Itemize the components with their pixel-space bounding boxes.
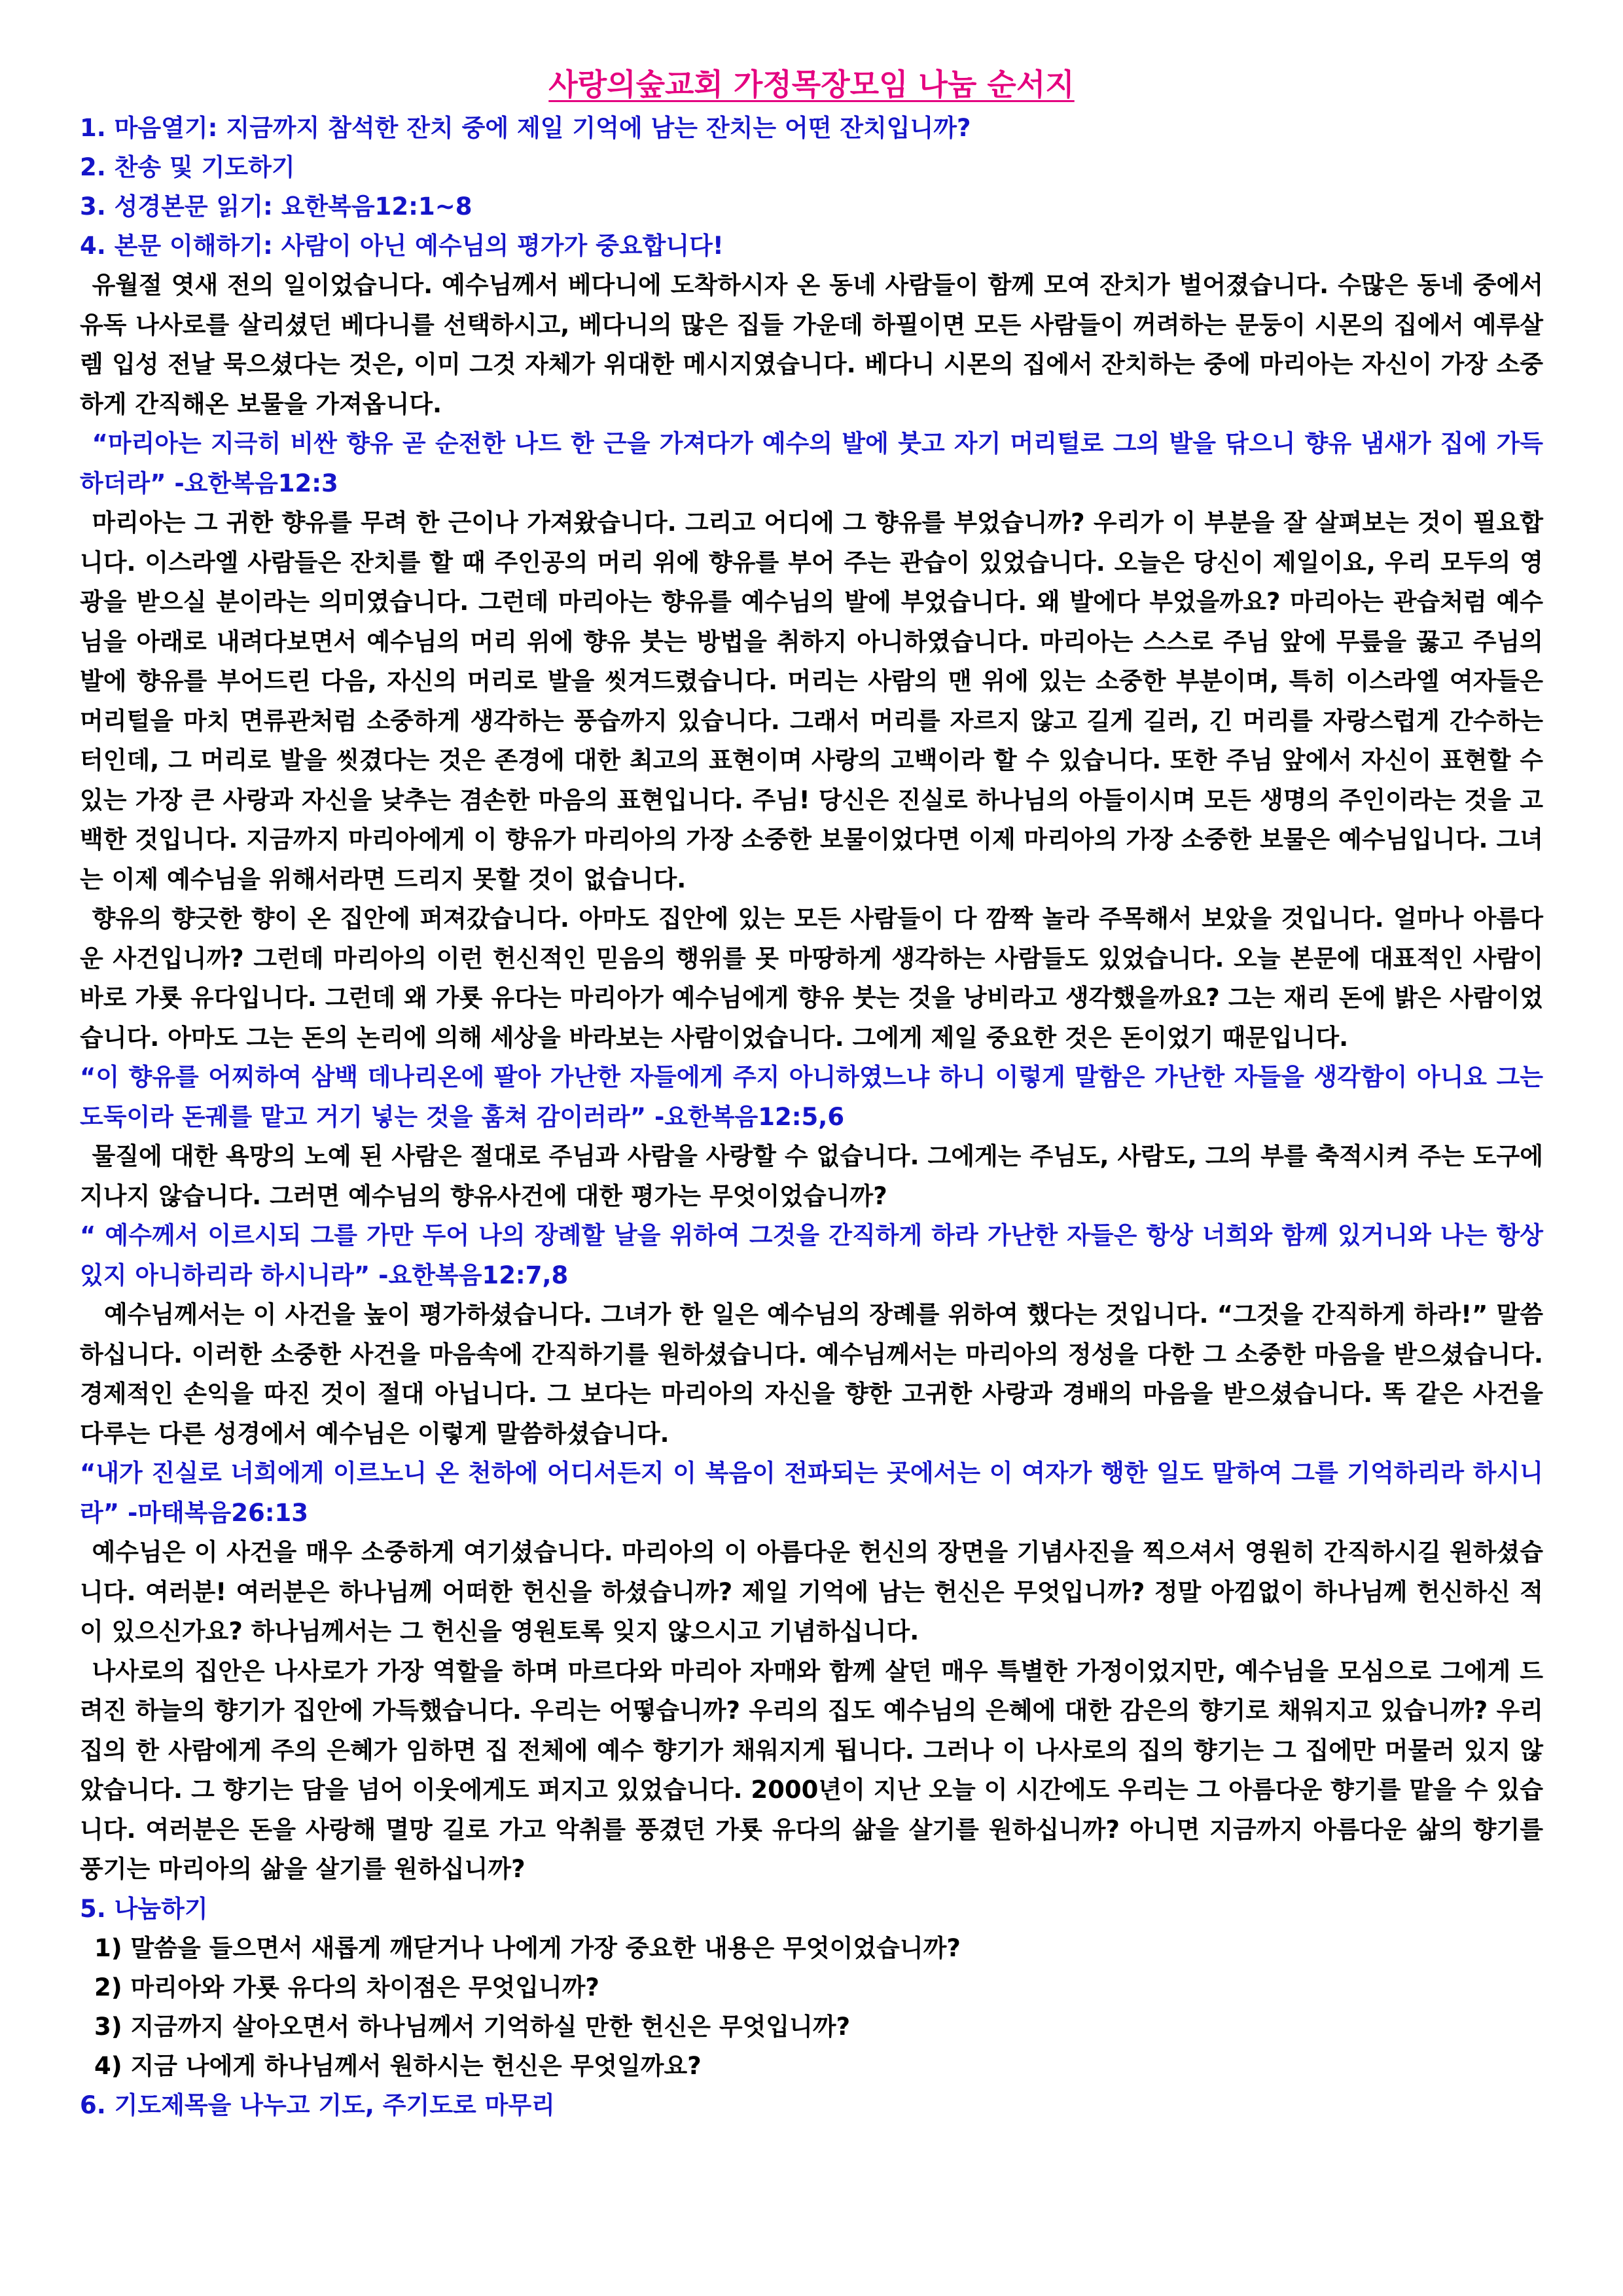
scripture-quote: “ 예수께서 이르시되 그를 가만 두어 나의 장례할 날을 위하여 그것을 간직하게 하라 가난한 자들은 항상 너희와 함께 있거니와 나는 항상 있지 아니하리라 하시니라” -요한복음12:7,8 (80, 1221, 1543, 1289)
document-title-text: 사랑의숲교회 가정목장모임 나눔 순서지 (548, 67, 1075, 102)
sharing-questions-list (80, 1929, 1543, 2086)
body-paragraph: 물질에 대한 욕망의 노예 된 사람은 절대로 주님과 사람을 사랑할 수 없습니다. 그에게는 주님도, 사람도, 그의 부를 축적시켜 주는 도구에 지나지 않습니다. 그러면 예수님의 향유사건에 대한 평가는 무엇이었습니까? (80, 1142, 1543, 1210)
sharing-question: 1) 말씀을 들으면서 새롭게 깨닫거나 나에게 가장 중요한 내용은 무엇이었습니까? (94, 1933, 961, 1962)
scripture-quote: “마리아는 지극히 비싼 향유 곧 순전한 나드 한 근을 가져다가 예수의 발에 붓고 자기 머리털로 그의 발을 닦으니 향유 냄새가 집에 가득하더라” -요한복음12:3 (80, 429, 1543, 497)
sharing-question: 3) 지금까지 살아오면서 하나님께서 기억하실 만한 헌신은 무엇입니까? (94, 2012, 851, 2041)
body-paragraph: 나사로의 집안은 나사로가 가장 역할을 하며 마르다와 마리아 자매와 함께 살던 매우 특별한 가정이었지만, 예수님을 모심으로 그에게 드려진 하늘의 향기가 집안에 가득했습니다. 우리는 어떻습니까? 우리의 집도 예수님의 은혜에 대한 감은의 향기로 채워지고 있습니까? 우리 집의 한 사람에게 주의 은혜가 임하면 집 전체에 예수 향기가 채워지게 됩니다. 그러나 이 나사로의 집의 향기는 그 집에만 머물러 있지 않았습니다. 그 향기는 담을 넘어 이웃에게도 퍼지고 있었습니다. 2000년이 지난 오늘 이 시간에도 우리는 그 아름다운 향기를 맡을 수 있습니다. 여러분은 돈을 사랑해 멸망 길로 가고 악취를 풍겼던 가룟 유다의 삶을 살기를 원하십니까? 아니면 지금까지 아름다운 삶의 향기를 풍기는 마리아의 삶을 살기를 원하십니까? (80, 1657, 1543, 1883)
section-heading-3: 3. 성경본문 읽기: 요한복음12:1~8 (80, 192, 473, 221)
section-heading-1: 1. 마음열기: 지금까지 참석한 잔치 중에 제일 기억에 남는 잔치는 어떤 잔치입니까? (80, 114, 971, 142)
body-paragraph: 유월절 엿새 전의 일이었습니다. 예수님께서 베다니에 도착하시자 온 동네 사람들이 함께 모여 잔치가 벌어졌습니다. 수많은 동네 중에서 유독 나사로를 살리셨던 베다니를 선택하시고, 베다니의 많은 집들 가운데 하필이면 모든 사람들이 꺼려하는 문둥이 시몬의 집에서 예루살렘 입성 전날 묵으셨다는 것은, 이미 그것 자체가 위대한 메시지였습니다. 베다니 시몬의 집에서 잔치하는 중에 마리아는 자신이 가장 소중하게 간직해온 보물을 가져옵니다. (80, 271, 1543, 418)
body-paragraph: 예수님은 이 사건을 매우 소중하게 여기셨습니다. 마리아의 이 아름다운 헌신의 장면을 기념사진을 찍으셔서 영원히 간직하시길 원하셨습니다. 여러분! 여러분은 하나님께 어떠한 헌신을 하셨습니까? 제일 기억에 남는 헌신은 무엇입니까? 정말 아낌없이 하나님께 헌신하신 적이 있으신가요? 하나님께서는 그 헌신을 영원토록 잊지 않으시고 기념하십니다. (80, 1538, 1543, 1645)
body-paragraph: 마리아는 그 귀한 향유를 무려 한 근이나 가져왔습니다. 그리고 어디에 그 향유를 부었습니까? 우리가 이 부분을 잘 살펴보는 것이 필요합니다. 이스라엘 사람들은 잔치를 할 때 주인공의 머리 위에 향유를 부어 주는 관습이 있었습니다. 오늘은 당신이 제일이요, 우리 모두의 영광을 받으실 분이라는 의미였습니다. 그런데 마리아는 향유를 예수님의 발에 부었습니다. 왜 발에다 부었을까요? 마리아는 관습처럼 예수님을 아래로 내려다보면서 예수님의 머리 위에 향유 붓는 방법을 취하지 아니하였습니다. 마리아는 스스로 주님 앞에 무릎을 꿇고 주님의 발에 향유를 부어드린 다음, 자신의 머리로 발을 씻겨드렸습니다. 머리는 사람의 맨 위에 있는 소중한 부분이며, 특히 이스라엘 여자들은 머리털을 마치 면류관처럼 소중하게 생각하는 풍습까지 있습니다. 그래서 머리를 자르지 않고 길게 길러, 긴 머리를 자랑스럽게 간수하는 터인데, 그 머리로 발을 씻겼다는 것은 존경에 대한 최고의 표현이며 사랑의 고백이라 할 수 있습니다. 또한 주님 앞에서 자신이 표현할 수 있는 가장 큰 사랑과 자신을 낮추는 겸손한 마음의 표현입니다. 주님! 당신은 진실로 하나님의 아들이시며 모든 생명의 주인이라는 것을 고백한 것입니다. 지금까지 마리아에게 이 향유가 마리아의 가장 소중한 보물이었다면 이제 마리아의 가장 소중한 보물은 예수님입니다. 그녀는 이제 예수님을 위해서라면 드리지 못할 것이 없습니다. (80, 509, 1543, 893)
sharing-question: 2) 마리아와 가룟 유다의 차이점은 무엇입니까? (94, 1973, 599, 2001)
sharing-question: 4) 지금 나에게 하나님께서 원하시는 헌신은 무엇일까요? (94, 2051, 702, 2080)
section-heading-2: 2. 찬송 및 기도하기 (80, 153, 295, 181)
body-paragraph: 향유의 향긋한 향이 온 집안에 퍼져갔습니다. 아마도 집안에 있는 모든 사람들이 다 깜짝 놀라 주목해서 보았을 것입니다. 얼마나 아름다운 사건입니까? 그런데 마리아의 이런 헌신적인 믿음의 행위를 못 마땅하게 생각하는 사람들도 있었습니다. 오늘 본문에 대표적인 사람이 바로 가룟 유다입니다. 그런데 왜 가룟 유다는 마리아가 예수님에게 향유 붓는 것을 낭비라고 생각했을까요? 그는 재리 돈에 밝은 사람이었습니다. 아마도 그는 돈의 논리에 의해 세상을 바라보는 사람이었습니다. 그에게 제일 중요한 것은 돈이었기 때문입니다. (80, 905, 1543, 1052)
section-heading-5: 5. 나눔하기 (80, 1894, 208, 1923)
section-heading-6: 6. 기도제목을 나누고 기도, 주기도로 마무리 (80, 2090, 555, 2119)
scripture-quote: “내가 진실로 너희에게 이르노니 온 천하에 어디서든지 이 복음이 전파되는 곳에서는 이 여자가 행한 일도 말하여 그를 기억하리라 하시니라” -마태복음26:13 (80, 1459, 1543, 1527)
section-heading-4: 4. 본문 이해하기: 사람이 아닌 예수님의 평가가 중요합니다! (80, 232, 724, 260)
body-paragraph: 예수님께서는 이 사건을 높이 평가하셨습니다. 그녀가 한 일은 예수님의 장례를 위하여 했다는 것입니다. “그것을 간직하게 하라!” 말씀하십니다. 이러한 소중한 사건을 마음속에 간직하기를 원하셨습니다. 예수님께서는 마리아의 정성을 다한 그 소중한 마음을 받으셨습니다. 경제적인 손익을 따진 것이 절대 아닙니다. 그 보다는 마리아의 자신을 향한 고귀한 사랑과 경배의 마음을 받으셨습니다. 똑 같은 사건을 다루는 다른 성경에서 예수님은 이렇게 말씀하셨습니다. (80, 1300, 1543, 1448)
scripture-quote: “이 향유를 어찌하여 삼백 데나리온에 팔아 가난한 자들에게 주지 아니하였느냐 하니 이렇게 말함은 가난한 자들을 생각함이 아니요 그는 도둑이라 돈궤를 맡고 거기 넣는 것을 훔쳐 감이러라” -요한복음12:5,6 (80, 1063, 1543, 1131)
document-title (80, 63, 1543, 106)
